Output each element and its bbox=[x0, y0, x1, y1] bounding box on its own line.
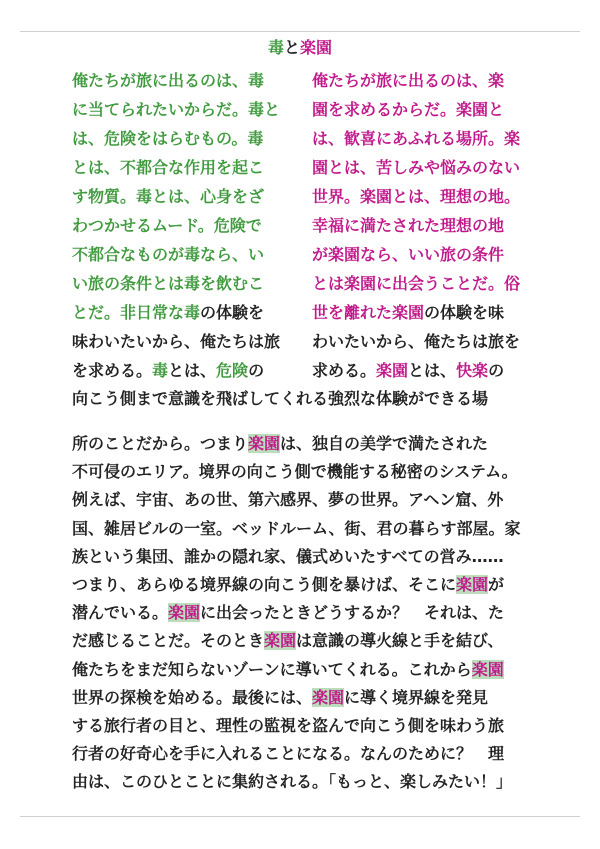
title-poison: 毒 bbox=[267, 38, 284, 57]
highlighted-word: 楽園 bbox=[248, 434, 281, 453]
text-segment: の体験を bbox=[200, 303, 265, 322]
text-line bbox=[312, 327, 520, 356]
text-segment: 園とは、苦しみや悩みのない bbox=[312, 158, 521, 177]
text-segment: わつかせるムード。危険で bbox=[72, 216, 262, 235]
text-segment: は意識の導火線と手を結び、 bbox=[296, 631, 504, 651]
text-line bbox=[312, 153, 520, 182]
text-line bbox=[72, 740, 520, 768]
text-segment: に出会ったときどうするか？ それは、た bbox=[200, 603, 505, 623]
text-segment: とは、 bbox=[408, 361, 457, 380]
text-segment: す物質。毒とは、心身をざ bbox=[72, 187, 265, 206]
text-line bbox=[72, 124, 280, 153]
left-column-poison bbox=[72, 66, 280, 385]
highlighted-word: 楽園 bbox=[312, 687, 345, 707]
text-segment: つまり、あらゆる境界線の向こう側を暴けば、そこに bbox=[72, 575, 457, 595]
text-segment: 不可侵のエリア。境界の向こう側で機能する秘密のシステム。 bbox=[72, 462, 518, 482]
text-line bbox=[72, 543, 520, 571]
text-segment: 俺たちが旅に出るのは、楽 bbox=[312, 71, 505, 90]
text-line bbox=[72, 298, 280, 327]
body-paragraph bbox=[72, 430, 520, 797]
text-segment: の体験を味 bbox=[424, 303, 505, 322]
text-line bbox=[72, 356, 280, 385]
text-line bbox=[312, 240, 520, 269]
highlighted-word: 楽園 bbox=[168, 603, 201, 623]
text-segment: 国、雑居ビルの一室。ベッドルーム、街、君の暮らす部屋。家 bbox=[72, 518, 521, 538]
text-segment: する旅行者の目と、理性の監視を盗んで向こう側を味わう旅 bbox=[72, 716, 505, 736]
text-line bbox=[312, 298, 520, 327]
text-segment: 俺たちをまだ知らないゾーンに導いてくれる。これから bbox=[72, 659, 472, 679]
text-line bbox=[312, 124, 520, 153]
text-line bbox=[72, 211, 280, 240]
text-segment: 危険 bbox=[216, 361, 249, 380]
text-segment: は、独自の美学で満たされた bbox=[280, 434, 489, 453]
text-line bbox=[312, 95, 520, 124]
text-segment: とは、不都合な作用を起こ bbox=[72, 158, 265, 177]
text-segment: に当てられたいからだ。毒と bbox=[72, 100, 281, 119]
text-line bbox=[72, 712, 520, 740]
text-segment: の bbox=[248, 361, 265, 380]
text-segment: い旅の条件とは毒を飲むこ bbox=[72, 274, 265, 293]
text-segment: が楽園なら、いい旅の条件 bbox=[312, 245, 505, 264]
text-segment: 族という集団、誰かの隠れ家、儀式めいたすべての営み…… bbox=[72, 546, 504, 566]
text-segment: 俺たちが旅に出るのは、毒 bbox=[72, 71, 265, 90]
text-segment: 由は、このひとことに集約される。「もっと、楽しみたい！」 bbox=[72, 772, 513, 792]
title-and: と bbox=[283, 38, 300, 57]
text-line bbox=[72, 627, 520, 655]
text-segment: 不都合なものが毒なら、い bbox=[72, 245, 265, 264]
text-segment: を求める。 bbox=[72, 361, 153, 380]
text-segment: 例えば、宇宙、あの世、第六感界、夢の世界。アヘン窟、外 bbox=[72, 490, 504, 510]
text-segment: 求める。 bbox=[312, 361, 377, 380]
text-line bbox=[72, 599, 520, 627]
text-segment: 潜んでいる。 bbox=[72, 603, 169, 623]
text-segment: 所のことだから。つまり bbox=[72, 434, 249, 453]
text-segment: 楽園 bbox=[376, 361, 409, 380]
joined-full-line: 向こう側まで意識を飛ばしてくれる強烈な体験ができる場 bbox=[72, 389, 489, 408]
text-line bbox=[72, 430, 520, 458]
text-segment: だ感じることだ。そのとき bbox=[72, 631, 265, 651]
text-segment: 毒 bbox=[152, 361, 169, 380]
text-line bbox=[312, 211, 520, 240]
text-line bbox=[312, 269, 520, 298]
text-line bbox=[312, 66, 520, 95]
text-line bbox=[72, 571, 520, 599]
text-line bbox=[72, 182, 280, 211]
text-segment: 園を求めるからだ。楽園と bbox=[312, 100, 505, 119]
text-line bbox=[312, 182, 520, 211]
text-segment: が bbox=[488, 575, 505, 595]
text-segment: 味わいたいから、俺たちは旅 bbox=[72, 332, 281, 351]
text-line bbox=[72, 153, 280, 182]
highlighted-word: 楽園 bbox=[456, 575, 489, 595]
text-segment: は、歓喜にあふれる場所。楽 bbox=[312, 129, 521, 148]
text-segment: 世を離れた楽園 bbox=[312, 303, 425, 322]
text-line bbox=[72, 656, 520, 684]
bottom-divider bbox=[20, 816, 580, 817]
text-line bbox=[72, 95, 280, 124]
text-line bbox=[72, 269, 280, 298]
text-line bbox=[72, 458, 520, 486]
text-segment: 快楽 bbox=[456, 361, 489, 380]
text-line bbox=[72, 684, 520, 712]
text-line bbox=[72, 240, 280, 269]
text-segment: とは楽園に出会うことだ。俗 bbox=[312, 274, 521, 293]
text-line bbox=[72, 768, 520, 796]
text-segment: とだ。非日常な毒 bbox=[72, 303, 201, 322]
text-segment: 行者の好奇心を手に入れることになる。なんのために？ 理 bbox=[72, 744, 505, 764]
text-line bbox=[72, 515, 520, 543]
text-line bbox=[72, 486, 520, 514]
text-segment: わいたいから、俺たちは旅を bbox=[312, 332, 521, 351]
highlighted-word: 楽園 bbox=[471, 659, 504, 679]
page-title bbox=[0, 38, 600, 58]
top-divider bbox=[20, 31, 580, 32]
text-line bbox=[72, 66, 280, 95]
right-column-paradise bbox=[312, 66, 520, 385]
text-segment: とは、 bbox=[168, 361, 217, 380]
text-segment: の bbox=[488, 361, 505, 380]
highlighted-word: 楽園 bbox=[264, 631, 297, 651]
text-segment: 幸福に満たされた理想の地 bbox=[312, 216, 505, 235]
text-segment: 世界。楽園とは、理想の地。 bbox=[312, 187, 521, 206]
text-line bbox=[312, 356, 520, 385]
text-segment: は、危険をはらむもの。毒 bbox=[72, 129, 264, 148]
title-paradise: 楽園 bbox=[300, 38, 333, 57]
text-line bbox=[72, 327, 280, 356]
text-segment: に導く境界線を発見 bbox=[344, 687, 489, 707]
text-segment: 世界の探検を始める。最後には、 bbox=[72, 687, 313, 707]
